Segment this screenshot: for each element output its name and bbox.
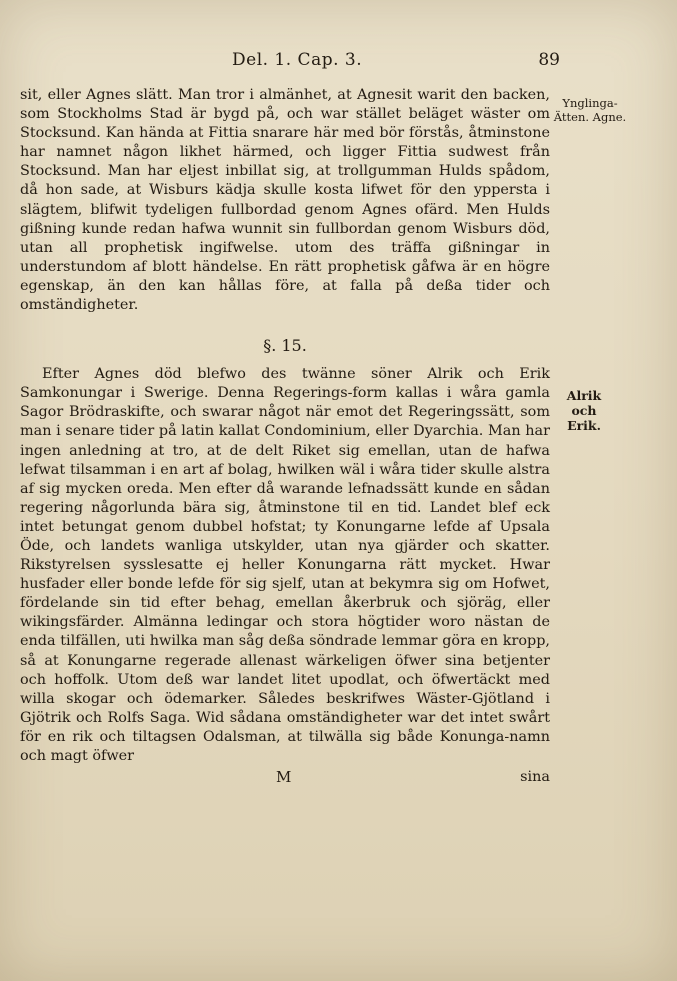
page-number: 89 [538,50,560,70]
page-header [20,50,560,74]
paragraph-2: Efter Agnes död blefwo des twänne söner Alrik och Erik Samkonungar i Swerige. Denna Regerings-form kallas i wåra gamla Sagor Brödraskifte, och swarar något när emot det Regeringssätt, som man i senare tider på latin kallat Condominium, eller Dyarchia. Man har ingen anledning at tro, at de delt Riket sig emellan, utan de hafwa lefwat tilsamman i en art af bolag, hwilken wäl i wåra tider skulle alstra af sig mycken oreda. Men efter då warande lefnadssätt kunde en sådan regering någorlunda bära sig, åtminstone til en tid. Landet blef eck intet betungat genom dubbel hofstat; ty Konungarne lefde af Upsala Öde, och landets wanliga utskylder, utan nya gjärder och skatter. Rikstyrelsen sysslesatte ej heller Konungarna rätt mycket. Hwar husfader eller bonde lefde för sig sjelf, utan at bekymra sig om Hofwet, fördelande sin tid efter behag, emellan åkerbruk och sjöräg, eller wikingsfärder. Almänna ledingar och stora högtider woro nästan de enda tilfällen, uti hwilka man såg deßa söndrade lemmar göra en kropp, så at Konungarne regerade allenast wärkeligen öfwer sina betjenter och hoffolk. Utom deß war landet litet upodlat, och öfwertäckt med willa skogar och ödemarker. Således beskrifwes Wäster-Gjötland i Gjötrik och Rolfs Saga. Wid sådana omständigheter war det intet swårt för en rik och tiltagsen Odalsman, at tilwälla sig både Konunga-namn och magt öfwer [20,366,550,764]
page-footer [20,768,550,790]
margin-note-alrik-erik: Alrik och Erik. [566,388,602,433]
signature-mark: M [276,768,292,787]
paragraph-1: sit, eller Agnes slätt. Man tror i almänhet, at Agnesit warit den backen, som Stockholms Stad är bygd på, och war stället beläget wäster om Stocksund. Kan hända at Fittia snarare här med bör förstås, åtminstone har namnet någon likhet härmed, och ligger Fittia sudwest från Stocksund. Man har eljest inbillat sig, at trollgumman Hulds spådom, då hon sade, at Wisburs kädja skulle kosta lifwet för den ypperstа i slägtem, blifwit tydeligen fullbordad genom Agnes ofärd. Men Hulds gißning kunde redan hafwa wunnit sin fullbordan genom Wisburs död, utan all prophetisk ingifwelse. utom des träffa gißningar in understundom af blott händelse. En rätt prophetisk gåfwa är en högre egenskap, än den kan hållas före, at falla på deßa tider och omständigheter. [20,87,550,314]
running-head: Del. 1. Cap. 3. [232,50,363,70]
section-mark: §. 15. [263,336,307,356]
margin-note-ynglinga: Ynglinga-Ätten. Agne. [553,96,627,124]
body-text [20,86,550,790]
catchword: sina [520,769,550,786]
